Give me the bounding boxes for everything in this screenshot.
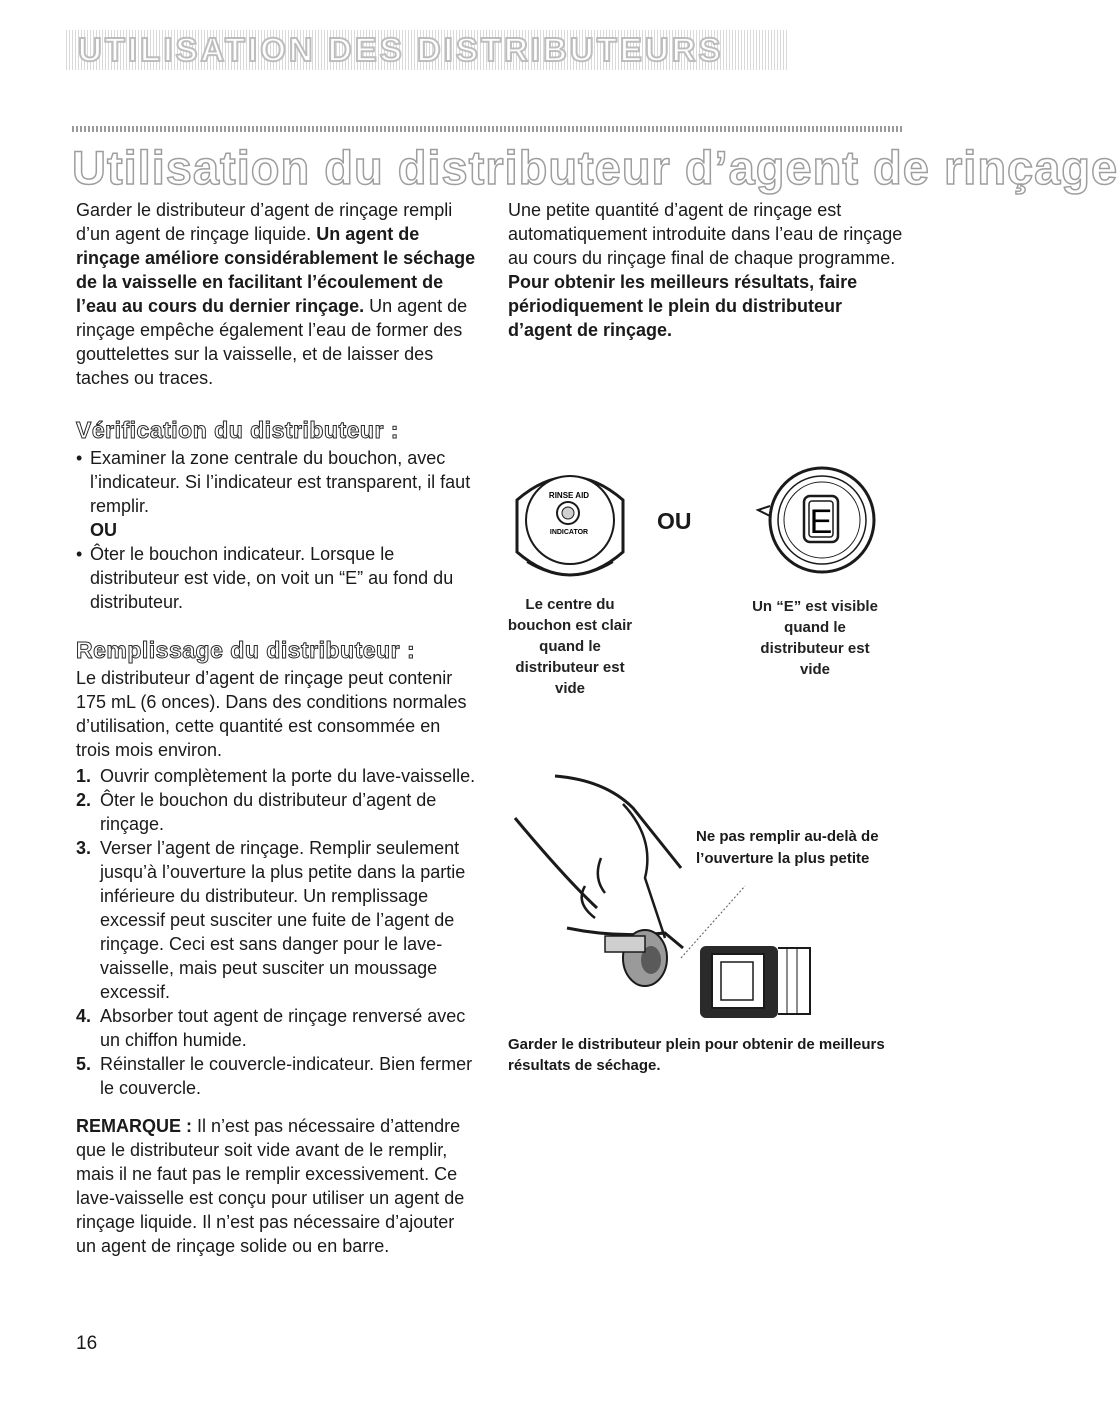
indicator-cap-illustration (505, 460, 635, 590)
step-item: 3. Verser l’agent de rinçage. Remplir seulement jusqu’à l’ouverture la plus petite dans la partie inférieure du distributeur. Un remplissage excessif peut susciter une fuite de l’agent de rinçage. Ceci est sans danger pour le lave-vaisselle, mais peut susciter un moussage excessif. (76, 838, 466, 1002)
verification-list (76, 542, 476, 614)
banner-title: UTILISATION DES DISTRIBUTEURS (78, 31, 724, 68)
caption-right: Un “E” est visible quand le distributeur est vide (752, 598, 878, 678)
fill-caption: Garder le distributeur plein pour obtenir de meilleurs résultats de séchage. (508, 1036, 885, 1074)
intro-text: Une petite quantité d’agent de rinçage est automatiquement introduite dans l’eau de rinçage au cours du rinçage final de chaque programme. (508, 200, 903, 268)
or-label: OU (90, 520, 117, 540)
verification-heading: Vérification du distributeur : (76, 417, 399, 443)
list-item: • Examiner la zone centrale du bouchon, avec l’indicateur. Si l’indicateur est transparent, il faut remplir. (76, 448, 471, 516)
or-label-figure: OU (657, 508, 692, 534)
intro-text: Un agent de rinçage empêche également l’eau de former des gouttelettes sur la vaisselle, et de laisser des taches ou traces. (76, 296, 468, 388)
steps-list (76, 764, 476, 1100)
cap-label-bottom: INDICATOR (549, 529, 589, 536)
remplissage-intro: Le distributeur d’agent de rinçage peut contenir 175 mL (6 onces). Dans des conditions normales d’utilisation, cette quantité est consommée en trois mois environ. (76, 668, 467, 760)
note-text: Il n’est pas nécessaire d’attendre que le distributeur soit vide avant de le remplir, mais il ne faut pas le remplir excessivement. Ce lave-vaisselle est conçu pour utiliser un agent de rinçage liquide. Il n’est pas nécessaire d’ajouter un agent de rinçage solide ou en barre. (76, 1116, 465, 1256)
intro-right (508, 198, 908, 342)
intro-bold-text: Pour obtenir les meilleurs résultats, faire périodiquement le plein du distributeur d’agent de rinçage. (508, 272, 858, 340)
filling-illustration (505, 768, 835, 1033)
step-item: 5. Réinstaller le couvercle-indicateur. Bien fermer le couvercle. (76, 1054, 473, 1098)
section-title: Utilisation du distributeur d’agent de rinçage (72, 141, 1118, 194)
e-indicator-illustration (752, 460, 882, 590)
step-item: 4. Absorber tout agent de rinçage renversé avec un chiffon humide. (76, 1006, 466, 1050)
verification-list (76, 446, 476, 518)
caption-left: Le centre du bouchon est clair quand le distributeur est vide (507, 596, 633, 697)
e-letter: E (809, 503, 833, 541)
intro-bold-text: Un agent de rinçage améliore considérablement le séchage de la vaisselle en facilitant l’écoulement de l’eau au cours du dernier rinçage. (76, 224, 476, 316)
section-rule (72, 126, 902, 132)
page-number: 16 (76, 1333, 98, 1354)
bullet-icon: • (76, 544, 83, 564)
note-label: REMARQUE : (76, 1116, 192, 1136)
remplissage-heading: Remplissage du distributeur : (76, 637, 416, 663)
right-column (508, 198, 908, 342)
list-item: • Ôter le bouchon indicateur. Lorsque le distributeur est vide, on voit un “E” au fond du distributeur. (76, 544, 454, 612)
bullet-icon: • (76, 448, 83, 468)
step-item: 1. Ouvrir complètement la porte du lave-vaisselle. (76, 766, 476, 786)
intro-text: Garder le distributeur d’agent de rinçage rempli d’un agent de rinçage liquide. (76, 200, 453, 244)
intro-left (76, 198, 476, 390)
left-column (76, 198, 476, 1258)
note (76, 1114, 476, 1258)
step-item: 2. Ôter le bouchon du distributeur d’agent de rinçage. (76, 790, 437, 834)
cap-label-top: RINSE AID (548, 491, 590, 500)
fill-callout: Ne pas remplir au-delà de l’ouverture la plus petite (696, 828, 879, 867)
